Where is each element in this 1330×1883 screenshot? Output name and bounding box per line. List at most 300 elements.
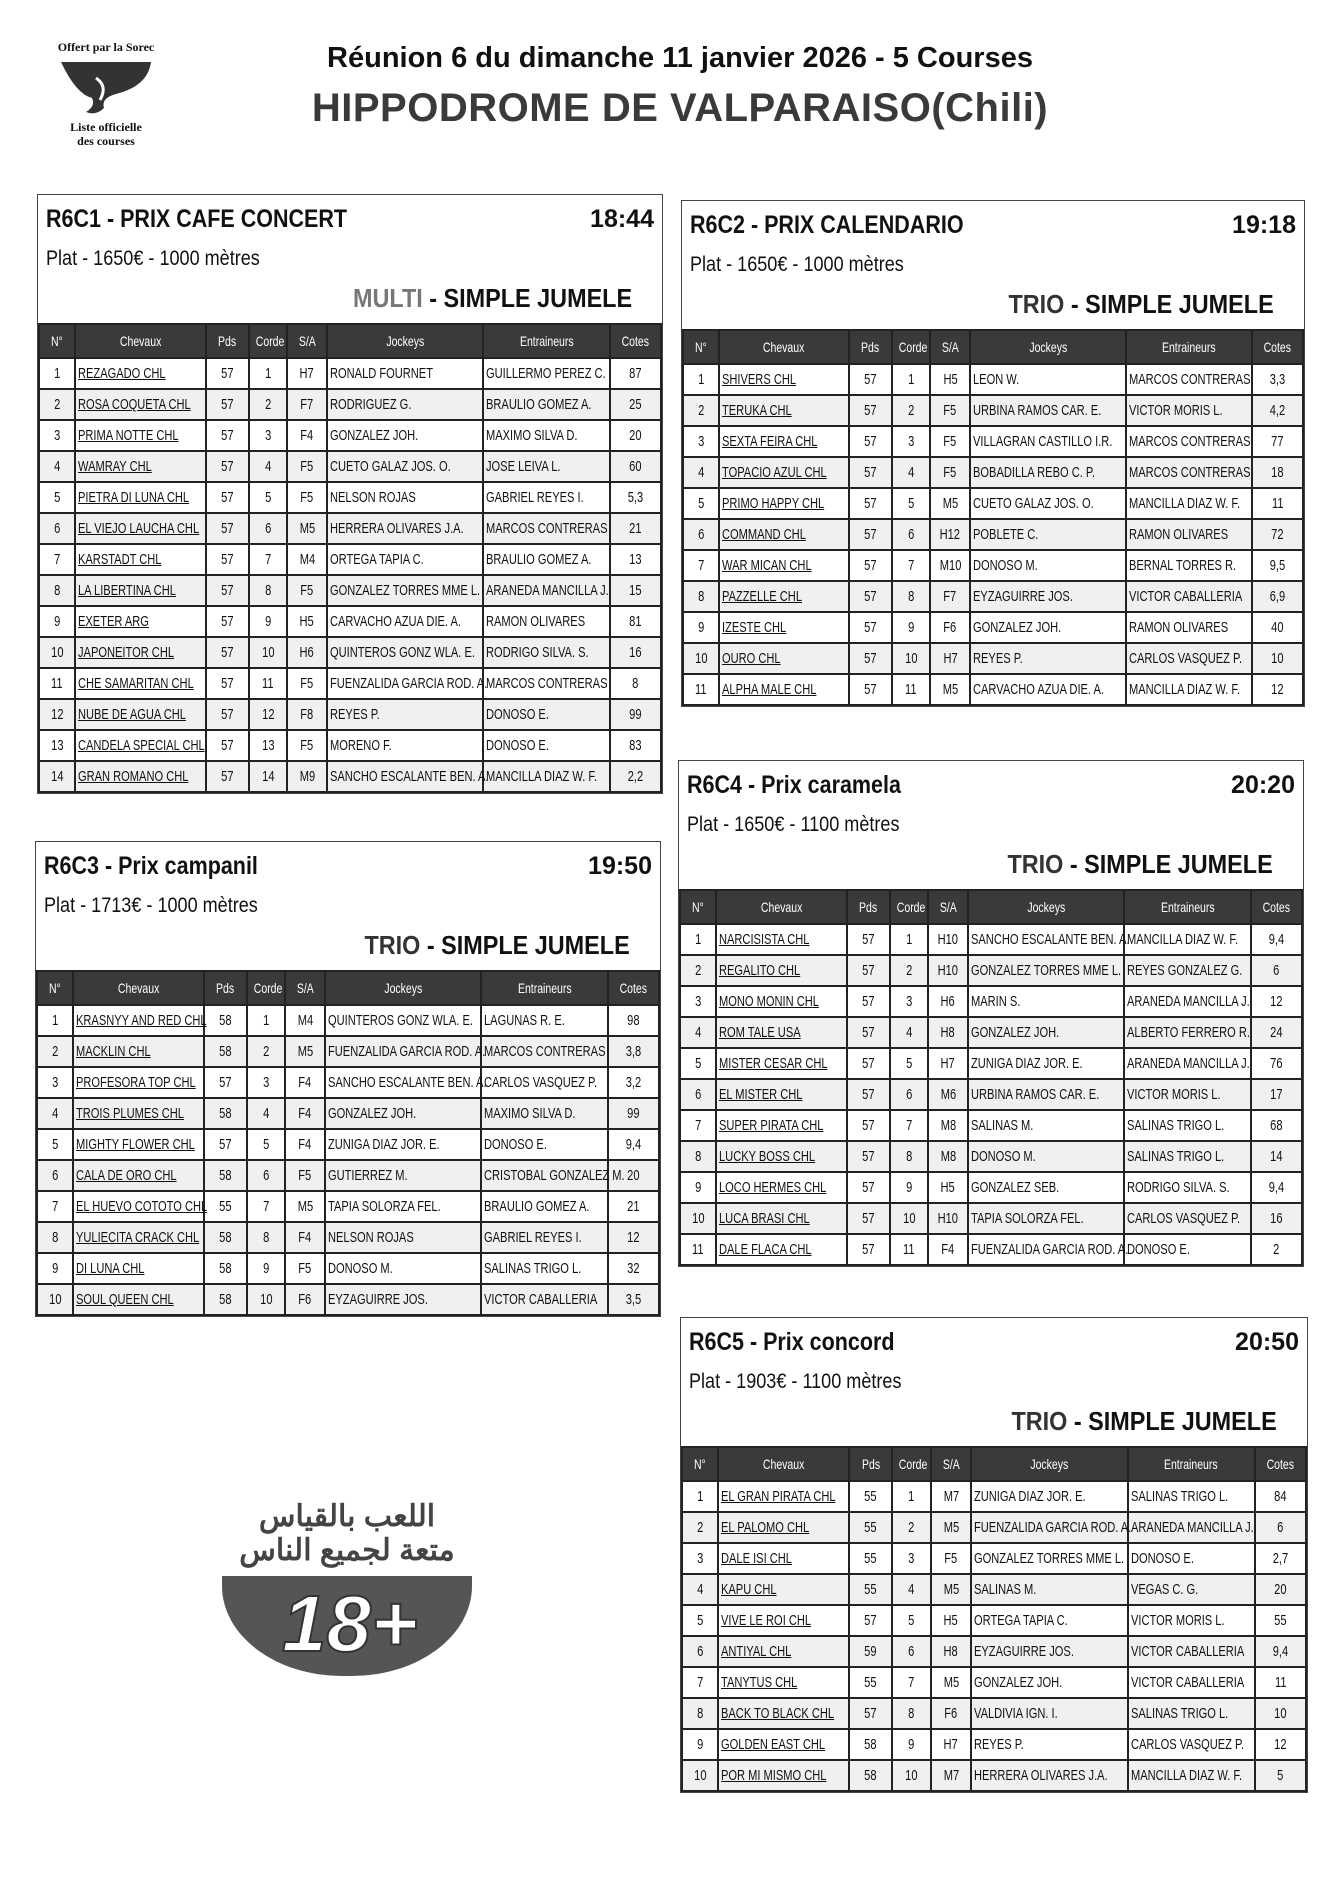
trainer-cell: [1128, 1512, 1255, 1543]
weight-value: 57: [220, 427, 234, 444]
horse-name-link[interactable]: KRASNYY AND RED CHL: [76, 1012, 207, 1029]
column-header-sex-age[interactable]: [928, 890, 968, 924]
horse-cell[interactable]: [716, 1172, 847, 1203]
horse-cell[interactable]: [718, 1636, 849, 1667]
trainer-cell: [483, 699, 610, 730]
jockey-value: RONALD FOURNET: [329, 365, 433, 382]
horse-name-link[interactable]: ANTIYAL CHL: [721, 1643, 792, 1660]
weight-value: 57: [861, 1117, 875, 1134]
column-header-sex-age[interactable]: [930, 330, 970, 364]
column-header-label: S/A: [941, 339, 959, 355]
horse-name-link[interactable]: EL HUEVO COTOTO CHL: [76, 1198, 208, 1215]
trainer-cell: [1126, 581, 1252, 612]
odds-cell: [1252, 581, 1303, 612]
odds-value: 10: [1274, 1705, 1287, 1722]
draw-value: 9: [908, 1736, 915, 1753]
draw-cell: [247, 1191, 286, 1222]
horse-name-link[interactable]: KAPU CHL: [721, 1581, 777, 1598]
horse-name-link[interactable]: GOLDEN EAST CHL: [721, 1736, 826, 1753]
sex-age-value: F4: [298, 1229, 312, 1246]
horse-cell[interactable]: [73, 1129, 204, 1160]
horse-name-link[interactable]: SUPER PIRATA CHL: [719, 1117, 824, 1134]
trainer-value: VICTOR CABALLERIA: [1130, 1674, 1244, 1691]
draw-cell: [247, 1067, 286, 1098]
jockey-cell: [327, 761, 489, 792]
column-header-jockey[interactable]: [971, 1447, 1128, 1481]
race-card-r6c4: [678, 760, 1304, 1267]
odds-cell: [1251, 1172, 1302, 1203]
trainer-cell: [481, 1160, 625, 1191]
weight-value: 58: [864, 1736, 877, 1753]
horse-name-link[interactable]: PAZZELLE CHL: [721, 588, 802, 605]
jockey-cell: [327, 730, 483, 761]
column-header-label: Corde: [899, 1456, 928, 1472]
number-value: 4: [697, 1581, 704, 1598]
trainer-cell: [1124, 955, 1251, 986]
column-header-number[interactable]: [680, 890, 716, 924]
logo-top-text: Offert par la Sorec: [57, 40, 155, 54]
column-header-draw[interactable]: [892, 330, 930, 364]
sex-age-value: F4: [941, 1241, 955, 1258]
horse-name-link[interactable]: LUCA BRASI CHL: [719, 1210, 810, 1227]
trainer-cell: [483, 389, 610, 420]
jockey-value: HERRERA OLIVARES J.A.: [973, 1767, 1108, 1784]
column-header-weight[interactable]: [849, 1447, 892, 1481]
horse-name-link[interactable]: PIETRA DI LUNA CHL: [78, 489, 190, 506]
column-header-trainer[interactable]: [1126, 330, 1252, 364]
odds-value: 5,3: [627, 489, 644, 506]
horse-name-link[interactable]: MONO MONIN CHL: [719, 993, 819, 1010]
trainer-value: SALINAS TRIGO L.: [484, 1260, 582, 1277]
table-row: [682, 1698, 1306, 1729]
number-value: 3: [694, 993, 702, 1010]
horse-name-link[interactable]: POR MI MISMO CHL: [721, 1767, 827, 1784]
number-cell: [37, 1222, 73, 1253]
horse-cell[interactable]: [716, 1234, 847, 1265]
number-value: 3: [697, 433, 705, 450]
horse-name-link[interactable]: TANYTUS CHL: [721, 1674, 798, 1691]
odds-cell: [1252, 488, 1303, 519]
column-header-label: S/A: [942, 1456, 960, 1472]
horse-cell[interactable]: [75, 575, 206, 606]
horse-cell[interactable]: [719, 457, 849, 488]
horse-name-link[interactable]: TOPACIO AZUL CHL: [721, 464, 827, 481]
horse-name-link[interactable]: CHE SAMARITAN CHL: [78, 675, 194, 692]
weight-cell: [849, 426, 892, 457]
horse-cell[interactable]: [718, 1605, 849, 1636]
number-cell: [39, 699, 75, 730]
horse-name-link[interactable]: EL PALOMO CHL: [721, 1519, 810, 1536]
odds-cell: [1252, 674, 1303, 705]
odds-cell: [1251, 1203, 1302, 1234]
horse-name-link[interactable]: PROFESORA TOP CHL: [76, 1074, 196, 1091]
horse-name-link[interactable]: LOCO HERMES CHL: [719, 1179, 827, 1196]
horse-name-link[interactable]: REGALITO CHL: [719, 962, 801, 979]
column-header-number[interactable]: [683, 330, 719, 364]
column-header-horse[interactable]: [75, 324, 206, 358]
jockey-value: POBLETE C.: [973, 526, 1039, 543]
column-header-weight[interactable]: [849, 330, 892, 364]
draw-cell: [892, 1698, 931, 1729]
horse-name-link[interactable]: MIGHTY FLOWER CHL: [76, 1136, 195, 1153]
jockey-cell: [971, 1512, 1132, 1543]
horse-cell[interactable]: [75, 761, 206, 792]
column-header-label: Chevaux: [763, 339, 805, 355]
horse-cell[interactable]: [73, 1253, 204, 1284]
column-header-trainer[interactable]: [1124, 890, 1251, 924]
sex-age-value: H10: [937, 962, 959, 979]
column-header-odds[interactable]: [1255, 1447, 1306, 1481]
sex-age-cell: [931, 1698, 971, 1729]
jockey-value: ZUNIGA DIAZ JOR. E.: [973, 1488, 1086, 1505]
draw-value: 2: [264, 396, 271, 413]
trainer-value: VICTOR MORIS L.: [1130, 1612, 1225, 1629]
column-header-weight[interactable]: [847, 890, 890, 924]
jockey-cell: [325, 1191, 481, 1222]
horse-name-link[interactable]: WAMRAY CHL: [78, 458, 152, 475]
horse-cell[interactable]: [719, 550, 849, 581]
trainer-value: ARANEDA MANCILLA J.: [1127, 1055, 1250, 1072]
sex-age-cell: [930, 426, 970, 457]
horse-cell[interactable]: [73, 1191, 208, 1222]
column-header-label: Corde: [898, 339, 928, 355]
sex-age-value: H7: [299, 365, 315, 382]
number-value: 7: [697, 557, 705, 574]
column-header-label: Jockeys: [1028, 339, 1067, 355]
horse-cell[interactable]: [73, 1067, 204, 1098]
horse-name-link[interactable]: PRIMA NOTTE CHL: [78, 427, 179, 444]
horse-name-link[interactable]: VIVE LE ROI CHL: [721, 1612, 812, 1629]
horse-cell[interactable]: [75, 699, 206, 730]
draw-value: 4: [262, 1105, 269, 1122]
column-header-horse[interactable]: [73, 971, 204, 1005]
column-header-number[interactable]: [682, 1447, 718, 1481]
horse-cell[interactable]: [716, 1110, 847, 1141]
column-header-sex-age[interactable]: [285, 971, 325, 1005]
bet-type-primary: TRIO: [364, 930, 421, 960]
trainer-value: ALBERTO FERRERO R.: [1127, 1024, 1251, 1041]
race-time: 20:20: [1231, 771, 1295, 799]
horse-cell[interactable]: [718, 1512, 849, 1543]
runners-table: [38, 323, 662, 793]
horse-cell[interactable]: [718, 1760, 849, 1791]
horse-cell[interactable]: [719, 395, 849, 426]
odds-cell: [1252, 395, 1303, 426]
table-row: [39, 420, 661, 451]
number-value: 6: [694, 1086, 702, 1103]
horse-name-link[interactable]: CANDELA SPECIAL CHL: [78, 737, 205, 754]
horse-name-link[interactable]: TERUKA CHL: [721, 402, 792, 419]
number-cell: [37, 1253, 73, 1284]
horse-cell[interactable]: [719, 643, 849, 674]
horse-name-link[interactable]: CALA DE ORO CHL: [76, 1167, 177, 1184]
number-cell: [682, 1667, 718, 1698]
horse-name-link[interactable]: MISTER CESAR CHL: [719, 1055, 828, 1072]
column-header-horse[interactable]: [719, 330, 849, 364]
trainer-cell: [1124, 1079, 1251, 1110]
draw-cell: [892, 395, 930, 426]
weight-value: 57: [220, 551, 234, 568]
odds-cell: [1255, 1605, 1306, 1636]
number-value: 2: [53, 396, 61, 413]
column-header-number[interactable]: [39, 324, 75, 358]
horse-name-link[interactable]: LA LIBERTINA CHL: [78, 582, 176, 599]
trainer-value: ARANEDA MANCILLA J.: [1127, 993, 1250, 1010]
horse-name-link[interactable]: ROSA COQUETA CHL: [78, 396, 191, 413]
horse-cell[interactable]: [718, 1729, 849, 1760]
horse-cell[interactable]: [716, 1141, 847, 1172]
horse-name-link[interactable]: DALE ISI CHL: [721, 1550, 793, 1567]
odds-value: 21: [629, 520, 642, 537]
horse-cell[interactable]: [719, 364, 849, 395]
horse-cell[interactable]: [716, 924, 847, 955]
odds-value: 3,8: [625, 1043, 642, 1060]
column-header-label: Cotes: [1266, 1456, 1295, 1472]
horse-name-link[interactable]: EL VIEJO LAUCHA CHL: [78, 520, 200, 537]
column-header-jockey[interactable]: [325, 971, 481, 1005]
column-header-odds[interactable]: [1252, 330, 1303, 364]
horse-cell[interactable]: [719, 612, 849, 643]
horse-name-link[interactable]: TROIS PLUMES CHL: [76, 1105, 185, 1122]
horse-name-link[interactable]: SHIVERS CHL: [721, 371, 796, 388]
number-value: 10: [48, 1291, 62, 1308]
number-value: 4: [694, 1024, 702, 1041]
horse-name-link[interactable]: YULIECITA CRACK CHL: [76, 1229, 200, 1246]
horse-name-link[interactable]: LUCKY BOSS CHL: [719, 1148, 816, 1165]
horse-cell[interactable]: [716, 955, 847, 986]
table-header-row: [682, 1447, 1306, 1481]
horse-name-link[interactable]: DALE FLACA CHL: [719, 1241, 812, 1258]
column-header-jockey[interactable]: [968, 890, 1124, 924]
table-row: [683, 612, 1303, 643]
odds-value: 9,5: [1269, 557, 1286, 574]
trainer-cell: [483, 668, 610, 699]
horse-cell[interactable]: [719, 581, 849, 612]
column-header-draw[interactable]: [247, 971, 286, 1005]
column-header-horse[interactable]: [718, 1447, 849, 1481]
column-header-weight[interactable]: [204, 971, 247, 1005]
horse-cell[interactable]: [719, 674, 849, 705]
draw-value: 8: [264, 582, 271, 599]
column-header-trainer[interactable]: [481, 971, 608, 1005]
weight-value: 57: [864, 371, 877, 388]
race-title: R6C3 - Prix campanil: [44, 852, 258, 880]
horse-cell[interactable]: [73, 1036, 204, 1067]
weight-value: 57: [218, 1074, 232, 1091]
horse-name-link[interactable]: ALPHA MALE CHL: [721, 681, 817, 698]
race-header: [681, 1318, 1307, 1446]
draw-value: 8: [908, 588, 915, 605]
odds-value: 12: [1271, 681, 1284, 698]
jockey-value: VILLAGRAN CASTILLO I.R.: [973, 433, 1113, 450]
jockey-cell: [327, 513, 483, 544]
sex-age-value: H8: [943, 1643, 959, 1660]
number-value: 10: [693, 1767, 707, 1784]
odds-value: 20: [627, 1167, 640, 1184]
odds-value: 18: [1271, 464, 1284, 481]
column-header-odds[interactable]: [1251, 890, 1302, 924]
horse-name-link[interactable]: NUBE DE AGUA CHL: [78, 706, 187, 723]
horse-cell[interactable]: [75, 358, 206, 389]
column-header-number[interactable]: [37, 971, 73, 1005]
column-header-odds[interactable]: [610, 324, 661, 358]
horse-name-link[interactable]: WAR MICAN CHL: [721, 557, 812, 574]
number-value: 4: [697, 464, 705, 481]
odds-cell: [1252, 612, 1303, 643]
horse-cell[interactable]: [718, 1667, 849, 1698]
draw-value: 3: [905, 993, 912, 1010]
column-header-sex-age[interactable]: [287, 324, 327, 358]
table-row: [683, 488, 1303, 519]
draw-value: 10: [904, 650, 918, 667]
sex-age-cell: [287, 730, 327, 761]
column-header-trainer[interactable]: [483, 324, 610, 358]
draw-value: 7: [264, 551, 271, 568]
jockey-value: FUENZALIDA GARCIA ROD. A.: [329, 675, 488, 692]
horse-name-link[interactable]: COMMAND CHL: [721, 526, 806, 543]
sex-age-cell: [928, 955, 968, 986]
jockey-value: GUTIERREZ M.: [327, 1167, 408, 1184]
draw-cell: [249, 358, 288, 389]
horse-name-link[interactable]: BACK TO BLACK CHL: [721, 1705, 835, 1722]
number-cell: [39, 482, 75, 513]
horse-name-link[interactable]: REZAGADO CHL: [78, 365, 166, 382]
weight-cell: [206, 482, 249, 513]
trainer-cell: [483, 482, 610, 513]
trainer-cell: [1128, 1481, 1255, 1512]
horse-name-link[interactable]: MACKLIN CHL: [76, 1043, 151, 1060]
horse-cell[interactable]: [718, 1574, 849, 1605]
horse-cell[interactable]: [75, 730, 206, 761]
horse-cell[interactable]: [73, 1005, 207, 1036]
horse-cell[interactable]: [75, 513, 206, 544]
draw-cell: [890, 955, 929, 986]
column-header-label: Corde: [255, 333, 284, 349]
trainer-cell: [1124, 1110, 1251, 1141]
horse-name-link[interactable]: PRIMO HAPPY CHL: [721, 495, 825, 512]
sex-age-cell: [931, 1543, 971, 1574]
jockey-value: ORTEGA TAPIA C.: [973, 1612, 1068, 1629]
weight-value: 57: [864, 464, 877, 481]
horse-cell[interactable]: [719, 426, 849, 457]
column-header-trainer[interactable]: [1128, 1447, 1255, 1481]
number-cell: [39, 668, 75, 699]
column-header-jockey[interactable]: [327, 324, 483, 358]
column-header-horse[interactable]: [716, 890, 847, 924]
trainer-value: CARLOS VASQUEZ P.: [1127, 1210, 1241, 1227]
trainer-value: MARCOS CONTRERAS: [1128, 371, 1251, 388]
table-row: [683, 550, 1303, 581]
horse-name-link[interactable]: IZESTE CHL: [721, 619, 787, 636]
sex-age-value: H8: [940, 1024, 956, 1041]
horse-name-link[interactable]: EL GRAN PIRATA CHL: [721, 1488, 836, 1505]
column-header-draw[interactable]: [892, 1447, 931, 1481]
draw-cell: [890, 924, 929, 955]
horse-cell[interactable]: [75, 668, 206, 699]
horse-cell[interactable]: [716, 1203, 847, 1234]
draw-value: 5: [908, 495, 915, 512]
horse-cell[interactable]: [75, 606, 206, 637]
sex-age-value: F5: [300, 675, 314, 692]
trainer-cell: [483, 420, 610, 451]
horse-cell[interactable]: [718, 1698, 849, 1729]
horse-cell[interactable]: [75, 544, 206, 575]
horse-cell[interactable]: [75, 420, 206, 451]
trainer-value: MARCOS CONTRERAS: [486, 675, 608, 692]
horse-name-link[interactable]: GRAN ROMANO CHL: [78, 768, 189, 785]
horse-cell[interactable]: [716, 1048, 847, 1079]
draw-value: 10: [902, 1210, 916, 1227]
draw-value: 6: [262, 1167, 269, 1184]
horse-cell[interactable]: [716, 986, 847, 1017]
horse-cell[interactable]: [718, 1481, 849, 1512]
race-conditions: Plat - 1650€ - 1100 mètres: [687, 813, 900, 836]
jockey-cell: [968, 1110, 1124, 1141]
horse-name-link[interactable]: KARSTADT CHL: [78, 551, 162, 568]
horse-cell[interactable]: [73, 1160, 204, 1191]
horse-name-link[interactable]: OURO CHL: [721, 650, 781, 667]
number-cell: [682, 1760, 718, 1791]
table-header-row: [37, 971, 659, 1005]
horse-name-link[interactable]: ROM TALE USA: [719, 1024, 801, 1041]
horse-name-link[interactable]: JAPONEITOR CHL: [78, 644, 175, 661]
horse-name-link[interactable]: EL MISTER CHL: [719, 1086, 803, 1103]
sex-age-value: M8: [940, 1148, 956, 1165]
horse-cell[interactable]: [718, 1543, 849, 1574]
horse-cell[interactable]: [75, 389, 206, 420]
horse-cell[interactable]: [75, 482, 206, 513]
column-header-label: Cotes: [619, 980, 648, 996]
trainer-value: CARLOS VASQUEZ P.: [1128, 650, 1242, 667]
jockey-cell: [968, 1234, 1129, 1265]
column-header-odds[interactable]: [608, 971, 659, 1005]
runners-table: [36, 970, 660, 1316]
horse-name-link[interactable]: DI LUNA CHL: [76, 1260, 145, 1277]
horse-cell[interactable]: [716, 1079, 847, 1110]
horse-name-link[interactable]: NARCISISTA CHL: [719, 931, 810, 948]
column-header-weight[interactable]: [206, 324, 249, 358]
odds-cell: [1255, 1760, 1306, 1791]
odds-value: 68: [1270, 1117, 1283, 1134]
column-header-draw[interactable]: [890, 890, 929, 924]
jockey-value: GONZALEZ TORRES MME L.: [973, 1550, 1124, 1567]
horse-cell[interactable]: [75, 637, 206, 668]
race-time: 18:44: [590, 205, 654, 233]
sex-age-value: F6: [944, 1705, 958, 1722]
weight-value: 58: [218, 1012, 232, 1029]
weight-cell: [847, 1203, 890, 1234]
column-header-draw[interactable]: [249, 324, 288, 358]
number-value: 1: [51, 1012, 59, 1029]
horse-cell[interactable]: [73, 1098, 204, 1129]
column-header-sex-age[interactable]: [931, 1447, 971, 1481]
horse-cell[interactable]: [716, 1017, 847, 1048]
horse-name-link[interactable]: EXETER ARG: [78, 613, 149, 630]
draw-cell: [890, 1079, 929, 1110]
horse-cell[interactable]: [73, 1284, 204, 1315]
weight-cell: [849, 1760, 892, 1791]
table-row: [683, 395, 1303, 426]
column-header-jockey[interactable]: [970, 330, 1126, 364]
horse-name-link[interactable]: SOUL QUEEN CHL: [76, 1291, 174, 1308]
horse-name-link[interactable]: SEXTA FEIRA CHL: [721, 433, 818, 450]
logo-bottom-text-1: Liste officielle: [70, 120, 142, 134]
horse-cell[interactable]: [719, 488, 849, 519]
jockey-value: URBINA RAMOS CAR. E.: [973, 402, 1102, 419]
horse-cell[interactable]: [73, 1222, 204, 1253]
horse-cell[interactable]: [719, 519, 849, 550]
horse-cell[interactable]: [75, 451, 206, 482]
